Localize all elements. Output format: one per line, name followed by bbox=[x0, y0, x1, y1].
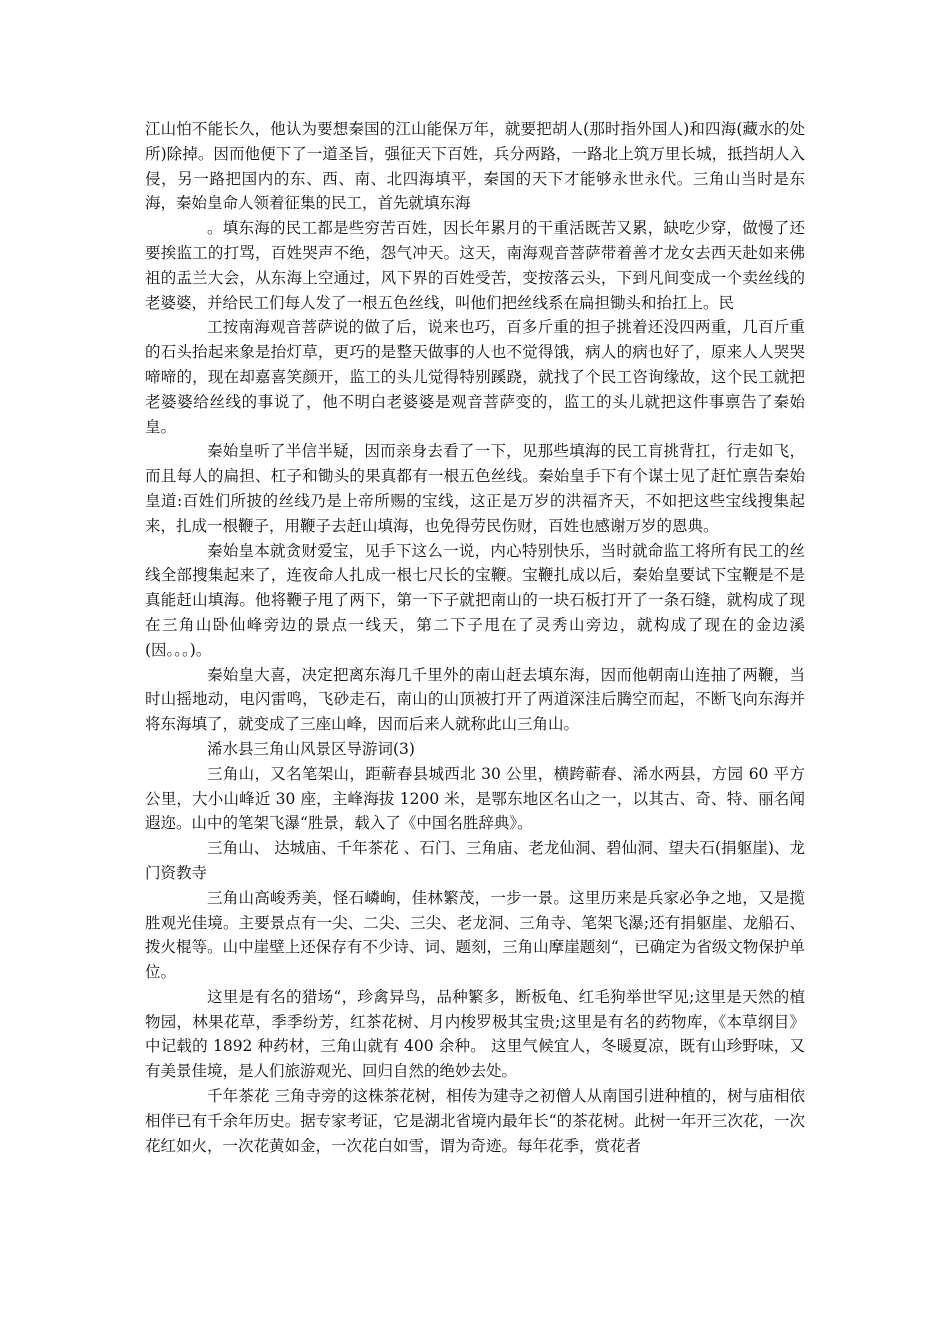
section-title: 浠水县三角山风景区导游词(3) bbox=[207, 739, 415, 758]
paragraph-sanjiao-intro: 三角山，又名笔架山，距蕲春县城西北 30 公里，横跨蕲春、浠水两县，方园 60 平方公里，大小山峰近 30 座，主峰海拔 1200 米，是鄂东地区名山之一，以其古、奇、特、丽名闻遐迩。山中的笔架飞瀑“胜景，载入了《中国名胜辞典》。 bbox=[145, 764, 805, 833]
paragraph-guanyin-threads: 。填东海的民工都是些穷苦百姓，因长年累月的干重活既苦又累，缺吃少穿，做慢了还要挨监工的打骂，百姓哭声不绝，怨气冲天。这天，南海观音菩萨带着善才龙女去西天赴如来佛祖的盂兰大会，从东海上空通过，风下界的百姓受苦，变按落云头，下到凡间变成一个卖丝线的老婆婆，并给民工们每人发了一根五色丝线，叫他们把丝线系在扁担锄头和抬扛上。民 bbox=[145, 219, 805, 312]
paragraph-workers-relief: 工按南海观音菩萨说的做了后，说来也巧，百多斤重的担子挑着还没四两重，几百斤重的石头抬起来象是抬灯草，更巧的是整天做事的人也不觉得饿，病人的病也好了，原来人人哭哭啼啼的，现在却嘉喜笑颜开，监工的头儿觉得特别蹊跷，就找了个民工咨询缘故，这个民工就把老婆婆给丝线的事说了，他不明白老婆婆是观音菩萨变的，监工的头儿就把这件事禀告了秦始皇。 bbox=[145, 318, 805, 436]
paragraph-qin-unification: 江山怕不能长久，他认为要想秦国的江山能保万年，就要把胡人(那时指外国人)和四海(藏水的处所)除掉。因而他便下了一道圣旨，强征天下百姓，兵分两路，一路北上筑万里长城，抵挡胡人入侵，另一路把国内的东、西、南、北四海填平，秦国的天下才能够永世永代。三角山当时是东海，秦始皇命人领着征集的民工，首先就填东海 bbox=[145, 120, 805, 213]
paragraph-emperor-inspection: 秦始皇听了半信半疑，因而亲身去看了一下，见那些填海的民工肓挑背扛，行走如飞，而且每人的扁担、杠子和锄头的果真都有一根五色丝线。秦始皇手下有个谋士见了赶忙禀告秦始皇道:百姓们所披的丝线乃是上帝所赐的宝线，这正是万岁的洪福齐天，不如把这些宝线搜集起来，扎成一根鞭子，用鞭子去赶山填海，也免得劳民伤财，百姓也感谢万岁的恩典。 bbox=[145, 442, 805, 535]
paragraph-scenery: 三角山高峻秀美，怪石嶙峋，佳林繁茂，一步一景。这里历来是兵家必争之地，又是揽胜观光佳境。主要景点有一尖、二尖、三尖、老龙洞、三角寺、笔架飞瀑;还有捐躯崖、龙船石、拨火棍等。山中崖壁上还保存有不少诗、词、题刻，三角山摩崖题刻“，已确定为省级文物保护单位。 bbox=[145, 888, 805, 982]
paragraph-flora-fauna: 这里是有名的猎场“，珍禽异鸟，品种繁多，断板龟、红毛狗举世罕见;这里是天然的植物园，林果花草，季季纷芳，红茶花树、月内梭罗极其宝贵;这里是有名的药物库，《本草纲目》中记载的 1892 种药材，三角山就有 400 余种。 这里气候宜人，冬暖夏凉，既有山珍野味，又有美景佳境，是人们旅游观光、回归自然的绝妙去处。 bbox=[145, 987, 805, 1081]
paragraph-attractions-list: 三角山、 达城庙、千年茶花 、石门、三角庙、老龙仙洞、碧仙洞、望夫石(捐躯崖)、龙门资教寺 bbox=[145, 839, 805, 882]
paragraph-treasure-whip: 秦始皇本就贪财爱宝，见手下这么一说，内心特别快乐，当时就命监工将所有民工的丝线全部搜集起来了，连夜命人扎成一根七尺长的宝鞭。宝鞭扎成以后，秦始皇要试下宝鞭是不是真能赶山填海。他将鞭子甩了两下，第一下子就把南山的一块石板打开了一条石缝，就构成了现在三角山卧仙峰旁边的景点一线天，第二下子甩在了灵秀山旁边，就构成了现在的金边溪(因。。。)。 bbox=[145, 541, 805, 659]
paragraph-camellia: 千年茶花 三角寺旁的这株茶花树，相传为建寺之初僧人从南国引进种植的，树与庙相依相伴已有千余年历史。据专家考证，它是湖北省境内最年长“的茶花树。此树一年开三次花，一次花红如火，一次花黄如金，一次花白如雪，谓为奇迹。每年花季，赏花者 bbox=[145, 1087, 805, 1155]
document-page bbox=[145, 117, 805, 1158]
paragraph-mountain-origin: 秦始皇大喜，决定把离东海几千里外的南山赶去填东海，因而他朝南山连抽了两鞭，当时山摇地动，电闪雷鸣，飞砂走石，南山的山顶被打开了两道深洼后腾空而起，不断飞向东海并将东海填了，就变成了三座山峰，因而后来人就称此山三角山。 bbox=[145, 665, 805, 734]
